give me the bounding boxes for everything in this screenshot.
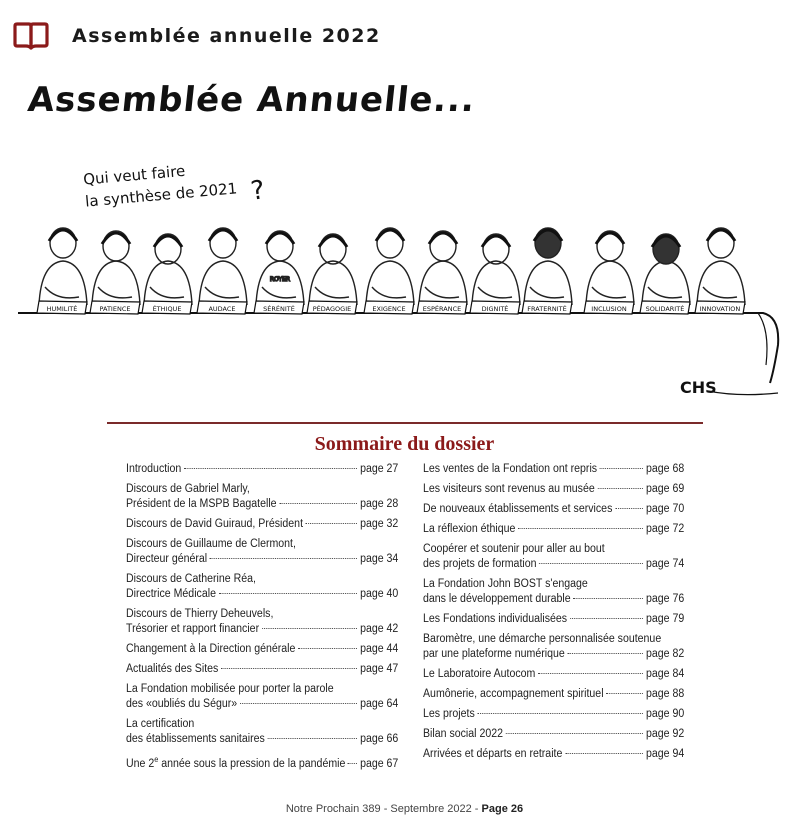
toc-leader-dots [506, 733, 644, 734]
toc-entry [423, 542, 684, 572]
toc-entry [423, 687, 684, 702]
toc-page-number: page 64 [360, 698, 399, 710]
toc-entry-title-superscript: e [154, 755, 159, 764]
toc-leader-dots [568, 653, 644, 654]
toc-entry [126, 662, 398, 677]
toc-entry-title: des projets de formation [423, 558, 537, 570]
toc-entry-title: La réflexion éthique [423, 523, 516, 535]
name-placard [364, 301, 414, 314]
header-title: Assemblée annuelle 2022 [72, 25, 381, 47]
toc-entry-title: Changement à la Direction générale [126, 643, 296, 655]
name-placard [37, 301, 87, 314]
toc-page-number: page 27 [360, 463, 399, 475]
toc-entry-title-line: La Fondation John BOST s'engage [423, 578, 588, 590]
seated-person [586, 231, 634, 305]
toc-page-number: page 47 [360, 663, 399, 675]
toc-leader-dots [538, 673, 643, 674]
toc-leader-dots [348, 763, 357, 764]
seated-person [256, 231, 304, 305]
placard-label: SOLIDARITÉ [645, 305, 685, 313]
placard-label: SÉRÉNITÉ [263, 305, 295, 313]
toc-page-number: page 32 [360, 518, 399, 530]
seated-people [39, 228, 745, 305]
toc-page-number: page 67 [360, 757, 399, 770]
toc-leader-dots [240, 703, 357, 704]
seated-person [419, 231, 467, 305]
toc-left-column [126, 462, 398, 777]
toc-leader-dots [298, 648, 357, 649]
toc-leader-dots [606, 693, 643, 694]
section-divider [107, 422, 703, 424]
toc-page-number: page 34 [360, 553, 399, 565]
toc-entry [126, 517, 398, 532]
toc-entry [423, 727, 684, 742]
toc-leader-dots [306, 523, 358, 524]
toc-entry [126, 462, 398, 477]
toc-entry-title-line: Discours de Catherine Réa, [126, 573, 256, 585]
toc-page-number: page 92 [646, 728, 685, 740]
toc-entry-title-line: La certification [126, 718, 195, 730]
toc-leader-dots [597, 488, 643, 489]
toc-leader-dots [279, 503, 357, 504]
toc-page-number: page 88 [646, 688, 685, 700]
artist-signature: CHS [680, 378, 717, 397]
toc-entry-title: des «oubliés du Ségur» [126, 698, 238, 710]
toc-leader-dots [600, 468, 643, 469]
footer-text: Notre Prochain 389 - Septembre 2022 - [285, 803, 482, 815]
placard-label: PATIENCE [99, 305, 131, 313]
toc-leader-dots [518, 528, 643, 529]
placard-label: EXIGENCE [372, 305, 406, 313]
toc-entry [423, 632, 684, 662]
seated-person [144, 234, 192, 305]
toc-entry [423, 577, 684, 607]
toc-entry-title-line: Discours de Guillaume de Clermont, [126, 538, 296, 550]
toc-page-number: page 44 [360, 643, 399, 655]
name-placard [584, 301, 634, 314]
toc-leader-dots [565, 753, 643, 754]
toc-leader-dots [221, 668, 357, 669]
toc-entry-title: par une plateforme numérique [423, 648, 565, 660]
footer-page-number: Page 26 [481, 803, 524, 815]
assembly-cartoon [18, 205, 788, 400]
toc-entry-title: Le Laboratoire Autocom [423, 668, 536, 680]
toc-entry-title-part: année sous la pression de la pandémie [158, 757, 346, 770]
seated-person [366, 228, 414, 305]
toc-leader-dots [268, 738, 358, 739]
toc-entry-title: Président de la MSPB Bagatelle [126, 498, 277, 510]
toc-page-number: page 79 [646, 613, 685, 625]
toc-leader-dots [478, 713, 644, 714]
toc-entry-title-line: Baromètre, une démarche personnalisée soutenue [423, 633, 662, 645]
name-placard [197, 301, 247, 314]
name-placard [470, 301, 520, 314]
seated-person [472, 234, 520, 305]
toc-entry-title [126, 752, 345, 772]
seated-person [92, 231, 140, 305]
toc-title: Sommaire du dossier [314, 433, 495, 455]
toc-page-number: page 74 [646, 558, 685, 570]
toc-leader-dots [219, 593, 358, 594]
toc-entry-title: Les ventes de la Fondation ont repris [423, 463, 598, 475]
toc-entry [126, 537, 398, 567]
toc-entry-title-part: Une 2 [126, 757, 155, 770]
seated-person [309, 234, 357, 305]
toc-entry-title: De nouveaux établissements et services [423, 503, 613, 515]
toc-page-number: page 40 [360, 588, 399, 600]
placard-label: AUDACE [208, 305, 236, 313]
toc-entry-title: Directeur général [126, 553, 208, 565]
name-placard [640, 301, 690, 314]
toc-leader-dots [539, 563, 643, 564]
toc-entry [423, 522, 684, 537]
toc-leader-dots [210, 558, 357, 559]
toc-page-number: page 66 [360, 733, 399, 745]
name-placard [695, 301, 745, 314]
toc-leader-dots [573, 598, 643, 599]
toc-entry [126, 482, 398, 512]
toc-entry [126, 572, 398, 602]
toc-page-number: page 70 [646, 503, 685, 515]
toc-entry [126, 607, 398, 637]
toc-page-number: page 72 [646, 523, 685, 535]
toc-entry-title: Discours de David Guiraud, Président [126, 518, 304, 530]
toc-entry [423, 462, 684, 477]
comic-title: Assemblée Annuelle... [25, 80, 478, 120]
placard-label: ÉTHIQUE [152, 305, 182, 313]
toc-entry-title: Bilan social 2022 [423, 728, 503, 740]
placard-label: FRATERNITÉ [527, 305, 567, 313]
toc-entry [423, 667, 684, 682]
speech-bubble-text: Qui veut faire la synthèse de 2021 [82, 161, 238, 211]
name-placard [417, 301, 467, 314]
toc-entry-title: Actualités des Sites [126, 663, 219, 675]
toc-page-number: page 84 [646, 668, 685, 680]
toc-entry-title: Directrice Médicale [126, 588, 216, 600]
placard-label: HUMILITÉ [46, 305, 78, 313]
toc-entry [126, 642, 398, 657]
page-header [12, 18, 381, 54]
toc-entry [423, 612, 684, 627]
seated-person [39, 228, 87, 305]
toc-entry [126, 682, 398, 712]
toc-entry [126, 752, 398, 772]
placard-label: DIGNITÉ [481, 305, 509, 313]
toc-page-number: page 28 [360, 498, 399, 510]
placard-label: ESPÉRANCE [422, 305, 462, 313]
placard-label: PÉDAGOGIE [312, 305, 352, 313]
toc-entry-title: des établissements sanitaires [126, 733, 265, 745]
toc-entry [423, 502, 684, 517]
book-icon [12, 21, 50, 51]
toc-page-number: page 68 [646, 463, 685, 475]
toc-page-number: page 82 [646, 648, 685, 660]
toc-page-number: page 76 [646, 593, 685, 605]
toc-entry [423, 707, 684, 722]
toc-entry-title: Les Fondations individualisées [423, 613, 568, 625]
name-placard [307, 301, 357, 314]
toc-entry-title: Trésorier et rapport financier [126, 623, 260, 635]
toc-page-number: page 42 [360, 623, 399, 635]
placard-label: INCLUSION [591, 305, 627, 313]
toc-page-number: page 94 [646, 748, 685, 760]
toc-entry-title: Aumônerie, accompagnement spirituel [423, 688, 604, 700]
name-placard [90, 301, 140, 314]
toc-entry-title: Introduction [126, 463, 182, 475]
toc-page-number: page 69 [646, 483, 685, 495]
toc-page-number: page 90 [646, 708, 685, 720]
toc-leader-dots [615, 508, 643, 509]
toc-entry [423, 747, 684, 762]
seated-person [199, 228, 247, 305]
toc-leader-dots [262, 628, 357, 629]
seated-person [697, 228, 745, 305]
toc-entry-title-line: La Fondation mobilisée pour porter la parole [126, 683, 334, 695]
toc-entry-title-line: Coopérer et soutenir pour aller au bout [423, 543, 605, 555]
name-badge: ROYER [269, 276, 291, 283]
speech-question-mark: ? [248, 175, 267, 207]
seated-person [642, 234, 690, 305]
toc-entry-title: dans le développement durable [423, 593, 571, 605]
name-placard [254, 301, 304, 314]
toc-entry [423, 482, 684, 497]
toc-right-column [423, 462, 684, 767]
toc-entry-title: Les projets [423, 708, 475, 720]
placard-label: INNOVATION [699, 305, 741, 313]
toc-entry [126, 717, 398, 747]
toc-entry-title-line: Discours de Thierry Deheuvels, [126, 608, 274, 620]
seated-person [524, 228, 572, 305]
toc-entry-title: Les visiteurs sont revenus au musée [423, 483, 595, 495]
toc-leader-dots [184, 468, 357, 469]
toc-entry-title-line: Discours de Gabriel Marly, [126, 483, 250, 495]
name-placard [142, 301, 192, 314]
name-placard [522, 301, 572, 314]
toc-leader-dots [570, 618, 643, 619]
toc-entry-title: Arrivées et départs en retraite [423, 748, 563, 760]
page-footer [0, 803, 809, 815]
